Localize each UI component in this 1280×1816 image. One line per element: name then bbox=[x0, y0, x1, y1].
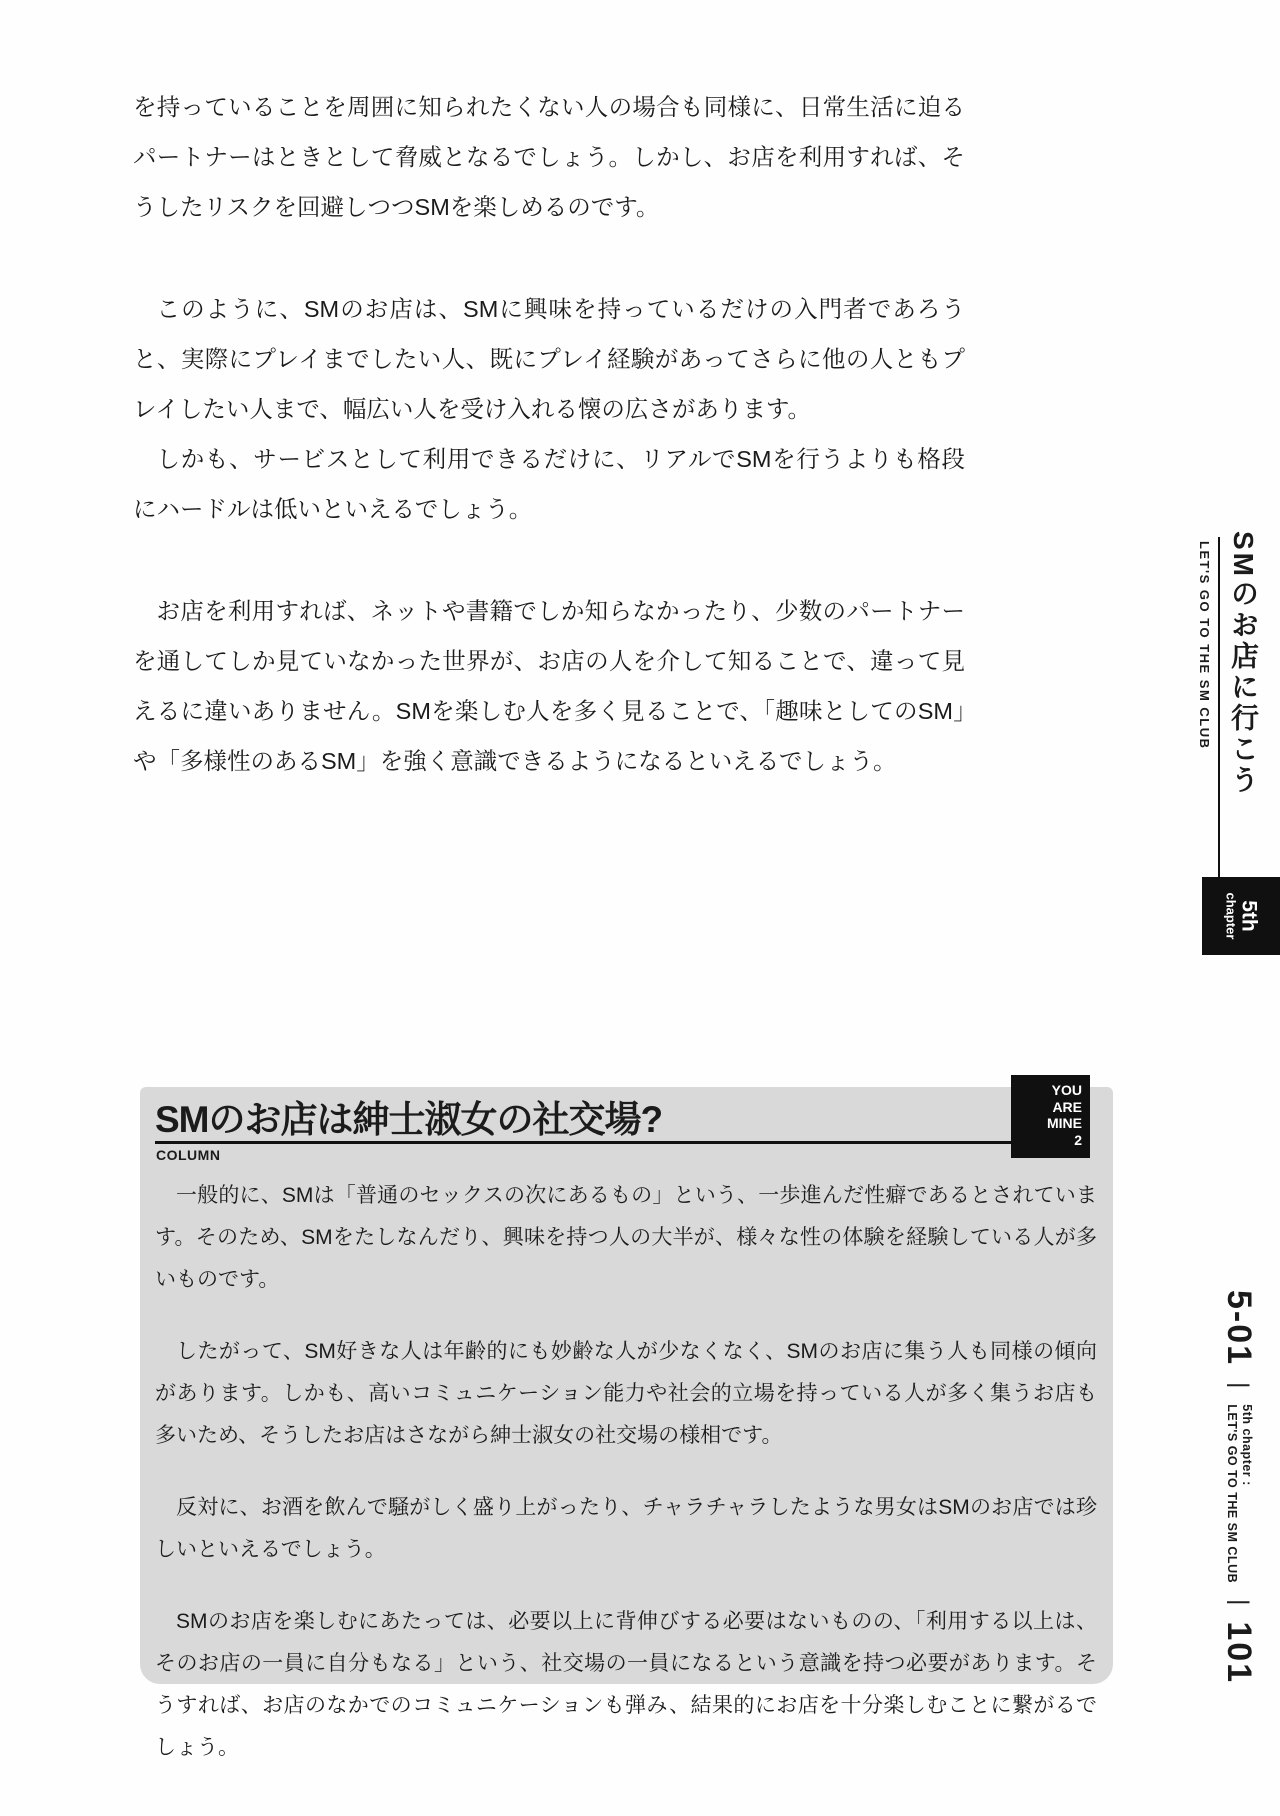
you-are-mine-badge bbox=[1011, 1075, 1090, 1158]
main-text bbox=[133, 82, 965, 786]
footer-separator-1: | bbox=[1226, 1382, 1253, 1389]
chapter-title-en: LET'S GO TO THE SM CLUB bbox=[1197, 541, 1212, 750]
column-title: SMのお店は紳士淑女の社交場? bbox=[155, 1099, 663, 1140]
section-number: 5-01 bbox=[1220, 1290, 1259, 1367]
column-paragraph-1: 一般的に、SMは「普通のセックスの次にあるもの」という、一歩進んだ性癖であるとされています。そのため、SMをたしなんだり、興味を持つ人の大半が、様々な性の体験を経験している人が多いものです。 bbox=[155, 1184, 1097, 1291]
body-paragraph-1: を持っていることを周囲に知られたくない人の場合も同様に、日常生活に迫るパートナーはときとして脅威となるでしょう。しかし、お店を利用すれば、そうしたリスクを回避しつつSMを楽しめるのです。 bbox=[133, 94, 965, 220]
body-paragraph-3: しかも、サービスとして利用できるだけに、リアルでSMを行うよりも格段にハードルは低いといえるでしょう。 bbox=[133, 446, 965, 522]
column-box bbox=[140, 1087, 1113, 1759]
you-are-mine-line3: MINE bbox=[1047, 1115, 1082, 1131]
footer-chapter-line1: 5th chapter : bbox=[1240, 1404, 1254, 1486]
body-paragraph-2: このように、SMのお店は、SMに興味を持っているだけの入門者であろうと、実際にプレイまでしたい人、既にプレイ経験があってさらに他の人ともプレイしたい人まで、幅広い人を受け入れる懐の広さがあります。 bbox=[133, 296, 965, 422]
chapter-badge-line1: 5th bbox=[1237, 900, 1260, 932]
chapter-number-badge bbox=[1202, 877, 1280, 955]
column-paragraph-2: したがって、SM好きな人は年齢的にも妙齢な人が少なくなく、SMのお店に集う人も同様の傾向があります。しかも、高いコミュニケーション能力や社会的立場を持っている人が多く集うお店も多いため、そうしたお店はさながら紳士淑女の社交場の様相です。 bbox=[155, 1340, 1097, 1447]
you-are-mine-line4: 2 bbox=[1074, 1131, 1082, 1148]
column-paragraph-3: 反対に、お酒を飲んで騒がしく盛り上がったり、チャラチャラしたような男女はSMのお店では珍しいといえるでしょう。 bbox=[155, 1496, 1097, 1561]
footer-separator-2: | bbox=[1226, 1599, 1253, 1606]
page-number: 101 bbox=[1220, 1621, 1259, 1685]
chapter-title-ja: SMのお店に行こう bbox=[1228, 531, 1259, 796]
footer-chapter-text bbox=[1224, 1404, 1254, 1583]
body-paragraph-4: お店を利用すれば、ネットや書籍でしか知らなかったり、少数のパートナーを通してしか見ていなかった世界が、お店の人を介して知ることで、違って見えるに違いありません。SMを楽しむ人を多く見ることで、「趣味としてのSM」や「多様性のあるSM」を強く意識できるようになるといえるでしょう。 bbox=[133, 598, 965, 774]
you-are-mine-line2: ARE bbox=[1052, 1098, 1082, 1115]
column-title-rule bbox=[155, 1141, 1011, 1144]
page-footer-vertical bbox=[1218, 1290, 1260, 1690]
column-paragraph-4: SMのお店を楽しむにあたっては、必要以上に背伸びする必要はないものの、「利用する以上は、そのお店の一員に自分もなる」という、社交場の一員になるという意識を持つ必要があります。そうすれば、お店のなかでのコミュニケーションも弾み、結果的にお店を十分楽しむことに繋がるでしょう。 bbox=[155, 1610, 1097, 1759]
footer-chapter-line2: LET'S GO TO THE SM CLUB bbox=[1225, 1404, 1239, 1584]
chapter-number-badge-text bbox=[1223, 893, 1259, 940]
you-are-mine-line1: YOU bbox=[1051, 1082, 1082, 1098]
column-label: COLUMN bbox=[156, 1147, 221, 1163]
column-body bbox=[155, 1175, 1097, 1769]
chapter-badge-line2: chapter bbox=[1223, 892, 1238, 940]
sidebar-vertical-rule bbox=[1218, 537, 1220, 877]
